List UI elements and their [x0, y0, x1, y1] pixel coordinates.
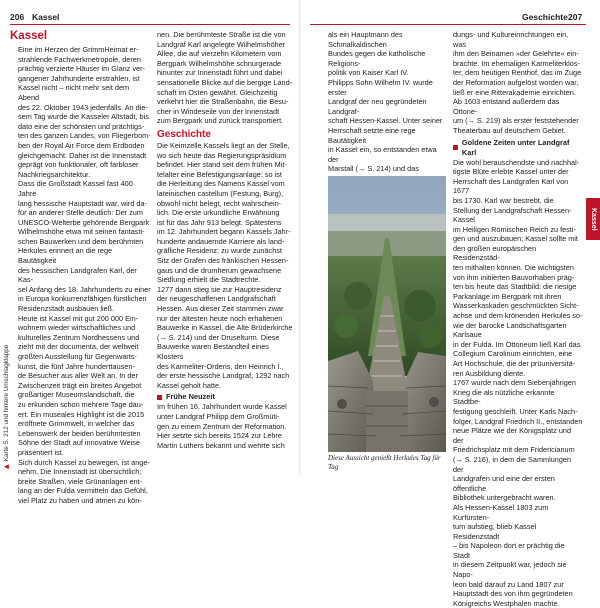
text-line: Art Hochschule, die der prüuniversitä-	[453, 359, 576, 368]
text-line: gangener Jahrhunderte erstrahlen, ist	[18, 73, 140, 83]
text-line: Theaterbau auf deutschem Gebiet.	[453, 125, 566, 135]
chapter-side-tab[interactable]: Kassel	[586, 198, 600, 240]
text-line: Heute ist Kassel mit gut 200 000 Ein-	[18, 313, 139, 323]
text-line: nen. Die berühmteste Straße ist die von	[157, 30, 286, 39]
text-line: nur der ältesten heute noch erhaltenen	[157, 313, 283, 323]
heading-label: Goldene Zeiten unter Landgraf Karl	[461, 137, 570, 157]
text-line: leon bald darauf zu Land 1807 zur	[453, 579, 564, 589]
text-line: politik von Kaiser Karl IV.	[328, 68, 409, 78]
text-line: lang an der Fulda vermitteln das Gefühl,	[18, 486, 148, 496]
text-line: Landgraf der neu gegründeten Landgraf-	[328, 97, 427, 116]
herkules-view-photo	[328, 176, 446, 452]
text-line: sel Anfang des 18. Jahrhunderts zu einer	[18, 284, 151, 294]
text-line: de Besucher aus aller Welt an. In der	[18, 371, 138, 381]
text-line: neue Plätze wie der Königsplatz und der	[453, 426, 572, 445]
text-line: ließ er eine Ritterakademie einrichten.	[453, 87, 576, 97]
left-head-rule	[10, 24, 290, 25]
text-line: Friedrichsplatz mit dem Fridericianum	[453, 445, 575, 455]
bullet-square-icon	[453, 145, 458, 150]
text-line: folger, Landgraf Friedrich II., entstanden	[453, 416, 583, 426]
text-line: Parkanlage im Bergpark mit ihren	[453, 291, 562, 301]
text-line: um (→ S. 219) als erster feststehender	[453, 116, 579, 126]
text-line: – bis Napoleon dort er prächtig die Stadt	[453, 541, 565, 560]
chapter-title: Kassel	[10, 30, 48, 42]
text-line: zum Bergpark und zurück transportiert.	[157, 116, 284, 126]
right-col2-goldene	[453, 158, 583, 608]
section-heading-goldene-zeiten	[453, 138, 583, 158]
text-line: für an anderer Stelle deutlich: Der zum	[18, 208, 143, 218]
text-line: Martin Luthers bekannt und wehrte sich	[157, 440, 285, 450]
text-line: lang hessische Hauptstadt war, wird da-	[18, 198, 147, 208]
text-line: Söhne der Stadt auf innovative Weise	[18, 438, 140, 448]
text-line: geprägt von funktionaler, oft farbloser	[18, 160, 139, 170]
right-page-number: 207	[568, 12, 583, 22]
text-line: Im frühen 16. Jahrhundert wurde Kassel	[157, 402, 287, 412]
text-line: wo sich heute das Regierungspräsidium	[157, 150, 287, 160]
map-reference-text: Karte S. 212 und hintere Umschlagklappe	[3, 344, 10, 462]
text-line: Bibliothek untergebracht waren.	[453, 493, 556, 503]
photo-caption: Diese Aussicht genießt Herkules Tag für Tag	[328, 454, 441, 471]
text-line: dungs- und Kultureinrichtungen ein, was	[453, 30, 569, 49]
right-running-head: Geschichte	[522, 12, 568, 22]
left-col2-fruehe	[157, 402, 293, 450]
text-line: cher in Windeseile von der Innenstadt	[157, 106, 280, 116]
text-line: viel Platz zu haben und atmen zu kön-	[18, 495, 142, 505]
text-line: Wilhelmshöhe etwa mit seinen fantasti-	[18, 227, 145, 237]
text-line: Als Hessen-Kassel 1803 zum Kurfürsten-	[453, 502, 549, 522]
text-line: tigste Blüte erlebte Kassel unter der	[453, 167, 569, 177]
text-line: Herrschaft des Landgrafen Karl von 1677	[453, 176, 569, 196]
text-line: des 22. Oktober 1943 jedenfalls. An die-	[18, 102, 148, 112]
text-line: (→ S. 214) und der Druselturm. Diese	[157, 332, 280, 342]
left-page-number: 206	[10, 12, 25, 22]
text-line: Kassel geholt hatte.	[157, 380, 222, 390]
text-line: ten des ganzen Landes, von Fliegerbom-	[18, 131, 151, 141]
text-line: Collegium Carolinum einrichten, eine	[453, 349, 573, 359]
text-line: lateinischen castellum (Festung, Burg),	[157, 188, 284, 198]
left-column-1	[18, 45, 151, 505]
section-heading-geschichte: Geschichte	[157, 128, 211, 140]
text-line: Siedlung erhielt die Stadtrechte.	[157, 275, 261, 285]
text-line: Bauwerke waren Bestandteil eines Klosters	[157, 342, 269, 361]
text-line: festigung geschleift. Unter Karls Nach-	[453, 406, 578, 416]
text-line: Bauwerke in Kassel, die Alte Brüderkirche	[157, 323, 293, 333]
text-line: Sich durch Kassel zu bewegen, ist ange-	[18, 457, 150, 467]
bullet-square-icon	[157, 395, 162, 400]
text-line: breite Straßen, viele Grünanlagen ent-	[18, 476, 143, 486]
text-line: (→ S. 216), in dem die Sammlungen der	[453, 454, 572, 474]
text-line: ert. Ein museales Highlight ist die 2015	[18, 409, 145, 419]
text-line: Krieg die als nützliche erkannte Stadtbe-	[453, 387, 555, 407]
text-line: dato eine der schönsten und prächtigs-	[18, 121, 145, 131]
text-line: ter, dem heutigen Renthof, das im Zuge	[453, 68, 582, 78]
text-line: Hier setzte sich bereits 1524 zur Lehre	[157, 431, 282, 441]
text-line: in diesem Zeitpunkt war, jedoch sie Napo-	[453, 560, 567, 580]
text-line: Hessen. Aus dieser Zeit stammen zwar	[157, 304, 284, 314]
text-line: kulturelles Zentrum Nordhessens und	[18, 332, 140, 342]
text-line: in der Fulda. Im Ottoneum ließ Karl das	[453, 339, 581, 349]
text-line: hinunter zur Innenstadt führt und dabei	[157, 68, 283, 78]
text-line: größten Ausstellung für Gegenwarts-	[18, 352, 137, 361]
right-head-rule	[310, 24, 586, 25]
text-line: sem Tag wurde die Kasseler Altstadt, bis	[18, 112, 149, 122]
text-line: ten bis heute das Stadtbild: die riesige	[453, 282, 577, 292]
triangle-icon: ▶	[3, 461, 10, 470]
text-line: unter Landgraf Philipp dem Großmüti-	[157, 411, 280, 421]
text-line: schaft im Osten gewährt. Gleichzeitig	[157, 87, 278, 97]
text-line: verkehrt hier die Straßenbahn, die Besu-	[157, 97, 289, 107]
text-line: achse und dem krönenden Herkules so-	[453, 311, 583, 321]
text-line: prächtig verzierte Häuser im Glanz ver-	[18, 64, 145, 74]
text-line: Bundes gegen die katholische Religions-	[328, 49, 426, 68]
text-line: lich. Die erste urkundliche Erwähnung	[157, 208, 280, 218]
text-line: bis 1730. Karl war bestrebt, die	[453, 195, 554, 205]
text-line: Bergpark Wilhelmshöhe schnurgerade	[157, 58, 282, 68]
text-line: großartiger Museumslandschaft, die	[18, 390, 135, 400]
text-line: Ab 1603 entstand außerdem das Ottone-	[453, 97, 560, 116]
text-line: eröffnete Grimmwelt, in welcher das	[18, 419, 135, 429]
text-line: gaus und die drumherum gewachsene	[157, 265, 282, 275]
text-line: Nachkriegsarchitektur.	[18, 169, 91, 179]
text-line: hunderte andauernde Karriere als land-	[157, 236, 285, 246]
text-line: Die Keimzelle Kassels liegt an der Stelle,	[157, 140, 290, 150]
text-line: schaft Hessen-Kassel. Unter seiner	[328, 116, 443, 126]
text-line: der Reformation aufgelöst worden war,	[453, 77, 579, 87]
text-line: Dass die Großstadt Kassel fast 400 Jahre	[18, 179, 133, 198]
text-line: der erste hessische Landgraf, 1292 nach	[157, 371, 290, 381]
text-line: ben der Royal Air Force dem Erdboden	[18, 140, 145, 150]
text-line: präsentiert ist.	[18, 447, 64, 457]
right-column-2	[453, 30, 583, 608]
text-line: 1277 dann stieg sie zur Hauptresidenz	[157, 284, 282, 294]
gutter	[299, 0, 301, 475]
text-line: ihm den Beinamen »der Gelehrte« ein-	[453, 49, 579, 59]
landscape-image	[328, 176, 446, 452]
text-line: 1767 wurde nach dem Siebenjährigen	[453, 378, 576, 388]
map-reference-note	[2, 280, 12, 470]
text-line: gleichgemacht. Daher ist die Innenstadt	[18, 150, 147, 160]
text-line: Die wohl berauschendste und nachhal-	[453, 157, 580, 167]
text-line: Kassel nicht – nicht mehr seit dem Abend	[18, 83, 130, 102]
text-line: wohnern wieder wirtschaftliches und	[18, 323, 136, 333]
text-line: von ihm initiierten Bauvorhaben präg-	[453, 272, 575, 282]
text-line: ren Ausbildung diente.	[453, 368, 526, 378]
text-line: in Kassel ein, so entstanden etwa der	[328, 145, 437, 164]
text-line: zu erkunden schon mehrere Tage dau-	[18, 399, 144, 409]
text-line: des Karmeliter-Ordens, den Heinrich I.,	[157, 361, 284, 371]
text-line: Hauptstadt des von ihm gegründeten	[453, 589, 573, 599]
text-line: im 12. Jahrhundert begann Kassels Jahr-	[157, 227, 291, 237]
text-line: die Herleitung des Namens Kassel vom	[157, 179, 285, 189]
text-line: Herkules erinnert an die rege Bautätigkeit	[18, 246, 113, 266]
text-line: des hessischen Landgrafen Karl, der Kas-	[18, 265, 137, 285]
text-line: strahlende Fachwerkmetropole, deren	[18, 54, 141, 64]
text-line: als ein Hauptmann des Schmalkaldischen	[328, 30, 403, 49]
text-line: Allee, die auf vierzehn Kilometern vom	[157, 49, 282, 59]
right-col2-intro	[453, 30, 583, 136]
text-line: sensationelle Blicke auf die bergige Land-	[157, 77, 293, 87]
text-line: wie der barocke Landschaftsgarten Karlsaue	[453, 320, 567, 340]
text-line: brachte. Im ehemaligen Karmeliterklos-	[453, 58, 580, 68]
text-line: der neugeschaffenen Landgrafschaft	[157, 294, 276, 304]
heading-label: Frühe Neuzeit	[166, 392, 215, 402]
text-line: Lebenswerk der beiden berühmtesten	[18, 428, 141, 438]
text-line: im Heiligen Römischen Reich zu festi-	[453, 224, 576, 234]
text-line: zieht mit der documenta, der weltweit	[18, 342, 139, 352]
text-line: Philipps Sohn Wilhelm IV. wurde erster	[328, 77, 433, 97]
text-line: schen Bauwerken und dem berühmten	[18, 236, 144, 246]
left-column-2	[157, 30, 293, 470]
text-line: Sitz der Grafen des fränkischen Hessen-	[157, 256, 289, 266]
text-line: obwohl nicht belegt, recht wahrschein-	[157, 198, 282, 208]
left-running-head: Kassel	[32, 12, 60, 22]
text-line: Herrschaft setzte eine rege Bautätigkeit	[328, 125, 416, 145]
text-line: Residenzstadt ausbauen ließ.	[18, 304, 115, 314]
text-line: gen und auszubauen; Kassel sollte mit	[453, 234, 578, 244]
text-line: den großen europäischen Residenzstäd-	[453, 243, 537, 263]
text-line: ist für das Jahr 913 belegt. Spätestens	[157, 217, 282, 227]
text-line: befindet. Hier stand seit dem frühen Mit-	[157, 160, 287, 170]
left-col2-geschichte	[157, 141, 293, 390]
text-line: Wasserkaskaden geschmückten Sicht-	[453, 301, 579, 311]
text-line: UNESCO-Welterbe gehörende Bergpark	[18, 217, 150, 227]
text-line: Landgrafen und eine der ersten öffentliche	[453, 474, 555, 493]
text-line: telalter eine Befestigungsanlage; so ist	[157, 169, 282, 179]
text-line: Eine im Herzen der GrimmHeimat er-	[18, 45, 139, 54]
left-col2-intro	[157, 30, 293, 126]
text-line: nehm. Die Innenstadt ist übersichtlich;	[18, 467, 142, 477]
text-line: in Europa konkurrenzfähigen fürstlichen	[18, 294, 147, 304]
text-line: Marstall (→ S. 214) und das	[328, 164, 419, 174]
right-column-1	[328, 30, 448, 172]
text-line: tum aufstieg, blieb Kassel Residenzstadt	[453, 522, 537, 541]
text-line: kunst, die fünf Jahre hunderttausen-	[18, 361, 135, 371]
text-line: gräfliche Residenz; zu wurde zunächst	[157, 246, 282, 256]
text-line: Königreichs Westphalen machte.	[453, 598, 560, 608]
text-line: gen zu einem Zentrum der Reformation.	[157, 421, 287, 431]
section-heading-fruehe-neuzeit	[157, 392, 293, 402]
text-line: ten mithalten können. Die wichtigsten	[453, 263, 574, 273]
text-line: Zwischenzeit trägt ein breites Angebot	[18, 380, 142, 390]
text-line: Stellung der Landgrafschaft Hessen-Kassel	[453, 205, 572, 225]
text-line: Landgraf Karl angelegte Wilhelmshöher	[157, 39, 286, 49]
